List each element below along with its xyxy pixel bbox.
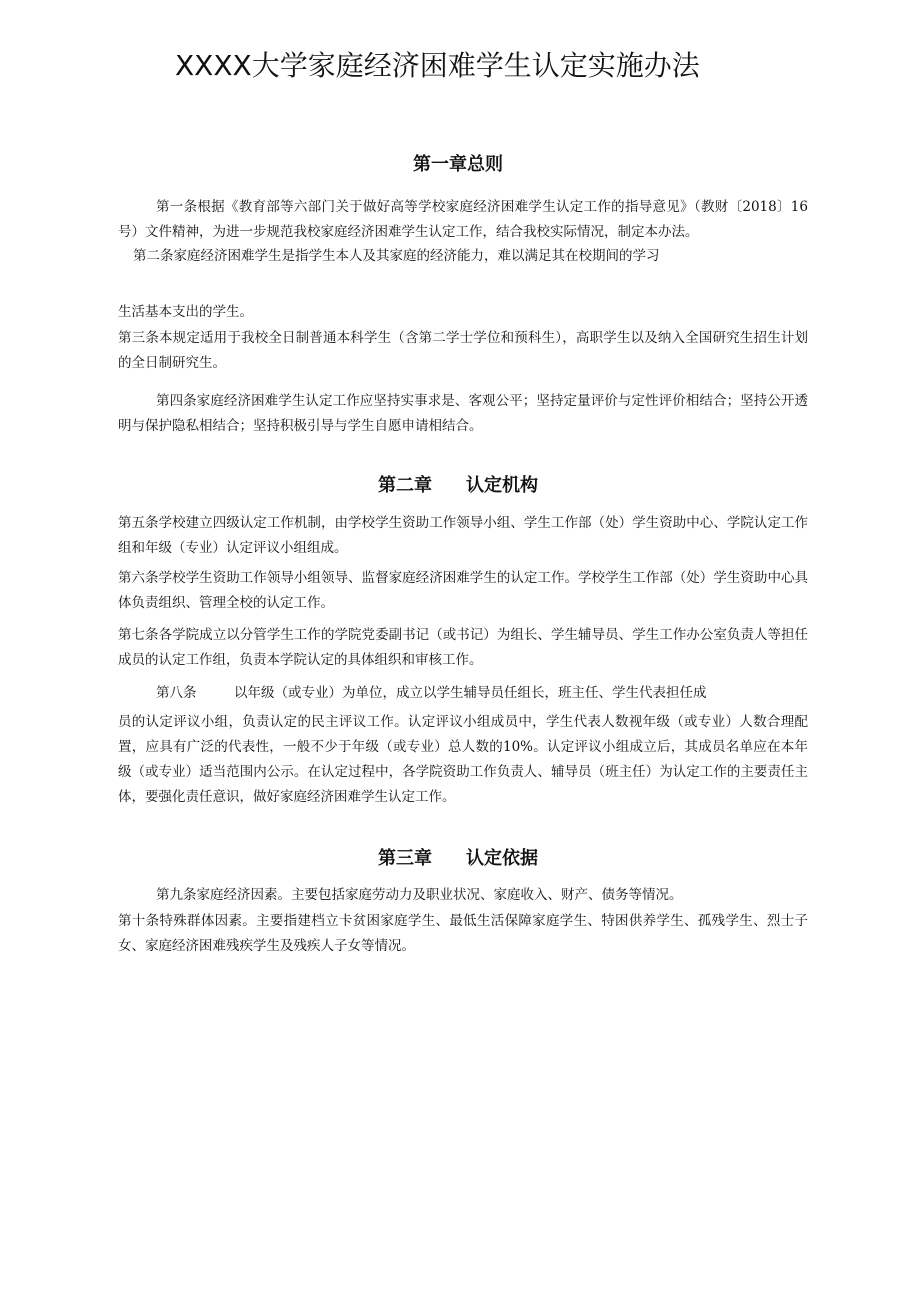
chapter-2-number: 第二章 bbox=[378, 475, 432, 496]
article-5: 第五条学校建立四级认定工作机制，由学校学生资助工作领导小组、学生工作部（处）学生资助中心、学院认定工作组和年级（专业）认定评议小组组成。 bbox=[118, 515, 808, 556]
article-8-line-1: 以年级（或专业）为单位，成立以学生辅导员任组长，班主任、学生代表担任成 bbox=[234, 685, 707, 701]
chapter-3-name: 认定依据 bbox=[466, 848, 538, 869]
article-4: 第四条家庭经济困难学生认定工作应坚持实事求是、客观公平；坚持定量评价与定性评价相结合；坚持公开透明与保护隐私相结合；坚持积极引导与学生自愿申请相结合。 bbox=[118, 393, 808, 434]
article-10: 第十条特殊群体因素。主要指建档立卡贫困家庭学生、最低生活保障家庭学生、特困供养学生、孤残学生、烈士子女、家庭经济困难残疾学生及残疾人子女等情况。 bbox=[118, 913, 808, 954]
article-1: 第一条根据《教育部等六部门关于做好高等学校家庭经济困难学生认定工作的指导意见》（教财〔2018〕16号）文件精神，为进一步规范我校家庭经济困难学生认定工作，结合我校实际情况，制定本办法。 bbox=[118, 199, 808, 240]
article-2-line-2: 生活基本支出的学生。 bbox=[118, 304, 253, 320]
article-7: 第七条各学院成立以分管学生工作的学院党委副书记（或书记）为组长、学生辅导员、学生工作办公室负责人等担任成员的认定工作组，负责本学院认定的具体组织和审核工作。 bbox=[118, 627, 808, 668]
document-title: XXXX大学家庭经济困难学生认定实施办法 bbox=[175, 49, 700, 82]
article-6: 第六条学校学生资助工作领导小组领导、监督家庭经济困难学生的认定工作。学校学生工作部（处）学生资助中心具体负责组织、管理全校的认定工作。 bbox=[118, 570, 808, 611]
article-8-label: 第八条 bbox=[156, 685, 197, 701]
chapter-2-name: 认定机构 bbox=[466, 475, 538, 496]
article-9: 第九条家庭经济因素。主要包括家庭劳动力及职业状况、家庭收入、财产、债务等情况。 bbox=[156, 887, 683, 903]
chapter-1-heading: 第一章总则 bbox=[413, 154, 503, 175]
chapter-3-number: 第三章 bbox=[378, 848, 432, 869]
article-8-rest: 员的认定评议小组，负责认定的民主评议工作。认定评议小组成员中，学生代表人数视年级（或专业）人数合理配置，应具有广泛的代表性，一般不少于年级（或专业）总人数的10%。认定评议小组成立后，其成员名单应在本年级（或专业）适当范围内公示。在认定过程中，各学院资助工作负责人、辅导员（班主任）为认定工作的主要责任主体，要强化责任意识，做好家庭经济困难学生认定工作。 bbox=[118, 714, 808, 805]
article-2-line-1: 第二条家庭经济困难学生是指学生本人及其家庭的经济能力，难以满足其在校期间的学习 bbox=[133, 248, 660, 264]
article-3: 第三条本规定适用于我校全日制普通本科学生（含第二学士学位和预科生），高职学生以及纳入全国研究生招生计划的全日制研究生。 bbox=[118, 330, 808, 371]
